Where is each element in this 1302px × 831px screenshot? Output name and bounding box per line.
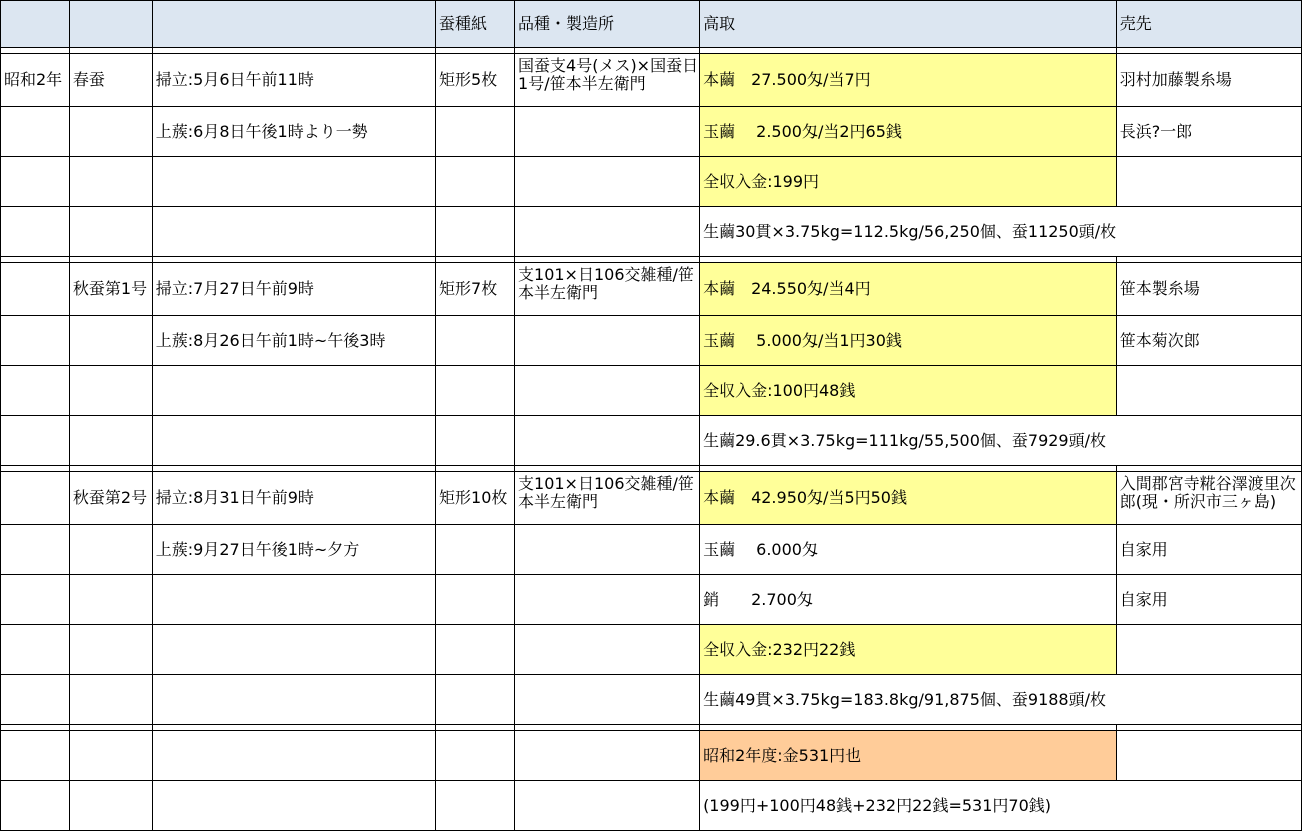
table-row (1, 263, 1302, 316)
hakitate-cell[interactable]: 掃立:7月27日午前9時 (152, 263, 435, 316)
variety-cell[interactable]: 支101×日106交雑種/笹本半左衛門 (515, 263, 700, 316)
table-row (1, 416, 1302, 466)
header-variety[interactable]: 品種・製造所 (515, 1, 700, 48)
table-row (1, 731, 1302, 781)
header-buyer[interactable]: 売先 (1116, 1, 1301, 48)
yield-cell[interactable]: 銷 2.700匁 (700, 575, 1117, 625)
season-cell[interactable]: 秋蚕第1号 (69, 263, 152, 316)
note-cell[interactable]: 生繭29.6貫×3.75kg=111kg/55,500個、蚕7929頭/枚 (700, 416, 1117, 466)
yield-cell[interactable]: 玉繭 5.000匁/当1円30銭 (700, 316, 1117, 366)
jozoku-cell[interactable]: 上蔟:6月8日午後1時より一勢 (152, 107, 435, 157)
yield-cell[interactable]: 玉繭 2.500匁/当2円65銭 (700, 107, 1117, 157)
buyer-cell[interactable]: 入間郡宮寺糀谷澤渡里次郎(現・所沢市三ヶ島) (1116, 472, 1301, 525)
header-cell[interactable] (1, 1, 70, 48)
table-row (1, 625, 1302, 675)
note-cell[interactable]: 生繭49貫×3.75kg=183.8kg/91,875個、蚕9188頭/枚 (700, 675, 1117, 725)
header-cell[interactable] (69, 1, 152, 48)
header-cell[interactable] (152, 1, 435, 48)
annual-total-cell[interactable]: 昭和2年度:金531円也 (700, 731, 1117, 781)
buyer-cell[interactable]: 羽村加藤製糸場 (1116, 54, 1301, 107)
jozoku-cell[interactable]: 上蔟:9月27日午後1時~夕方 (152, 525, 435, 575)
hakitate-cell[interactable]: 掃立:8月31日午前9時 (152, 472, 435, 525)
variety-cell[interactable]: 国蚕支4号(メス)×国蚕日1号/笹本半左衛門 (515, 54, 700, 107)
silkworm-paper-cell[interactable]: 矩形7枚 (436, 263, 515, 316)
total-income-cell[interactable]: 全収入金:199円 (700, 157, 1117, 207)
year-cell[interactable]: 昭和2年 (1, 54, 70, 107)
table-row (1, 575, 1302, 625)
table-row (1, 54, 1302, 107)
yield-cell[interactable]: 本繭 42.950匁/当5円50銭 (700, 472, 1117, 525)
yield-cell[interactable]: 本繭 24.550匁/当4円 (700, 263, 1117, 316)
total-income-cell[interactable]: 全収入金:100円48銭 (700, 366, 1117, 416)
table-row (1, 316, 1302, 366)
buyer-cell[interactable]: 自家用 (1116, 575, 1301, 625)
table-row (1, 366, 1302, 416)
table-row (1, 472, 1302, 525)
total-income-cell[interactable]: 全収入金:232円22銭 (700, 625, 1117, 675)
buyer-cell[interactable]: 笹本菊次郎 (1116, 316, 1301, 366)
yield-cell[interactable]: 本繭 27.500匁/当7円 (700, 54, 1117, 107)
jozoku-cell[interactable]: 上蔟:8月26日午前1時~午後3時 (152, 316, 435, 366)
hakitate-cell[interactable]: 掃立:5月6日午前11時 (152, 54, 435, 107)
table-row (1, 157, 1302, 207)
header-yield[interactable]: 高取 (700, 1, 1117, 48)
note-cell[interactable]: 生繭30貫×3.75kg=112.5kg/56,250個、蚕11250頭/枚 (700, 207, 1117, 257)
calc-cell[interactable]: (199円+100円48銭+232円22銭=531円70銭) (700, 781, 1117, 831)
table-row (1, 107, 1302, 157)
season-cell[interactable]: 春蚕 (69, 54, 152, 107)
table-row (1, 675, 1302, 725)
buyer-cell[interactable]: 長浜?一郎 (1116, 107, 1301, 157)
table-row (1, 525, 1302, 575)
header-row (1, 1, 1302, 48)
silkworm-paper-cell[interactable]: 矩形5枚 (436, 54, 515, 107)
buyer-cell[interactable]: 自家用 (1116, 525, 1301, 575)
table-row (1, 781, 1302, 831)
header-silkworm-paper[interactable]: 蚕種紙 (436, 1, 515, 48)
table-row (1, 207, 1302, 257)
buyer-cell[interactable]: 笹本製糸場 (1116, 263, 1301, 316)
variety-cell[interactable]: 支101×日106交雑種/笹本半左衛門 (515, 472, 700, 525)
silkworm-paper-cell[interactable]: 矩形10枚 (436, 472, 515, 525)
yield-cell[interactable]: 玉繭 6.000匁 (700, 525, 1117, 575)
season-cell[interactable]: 秋蚕第2号 (69, 472, 152, 525)
